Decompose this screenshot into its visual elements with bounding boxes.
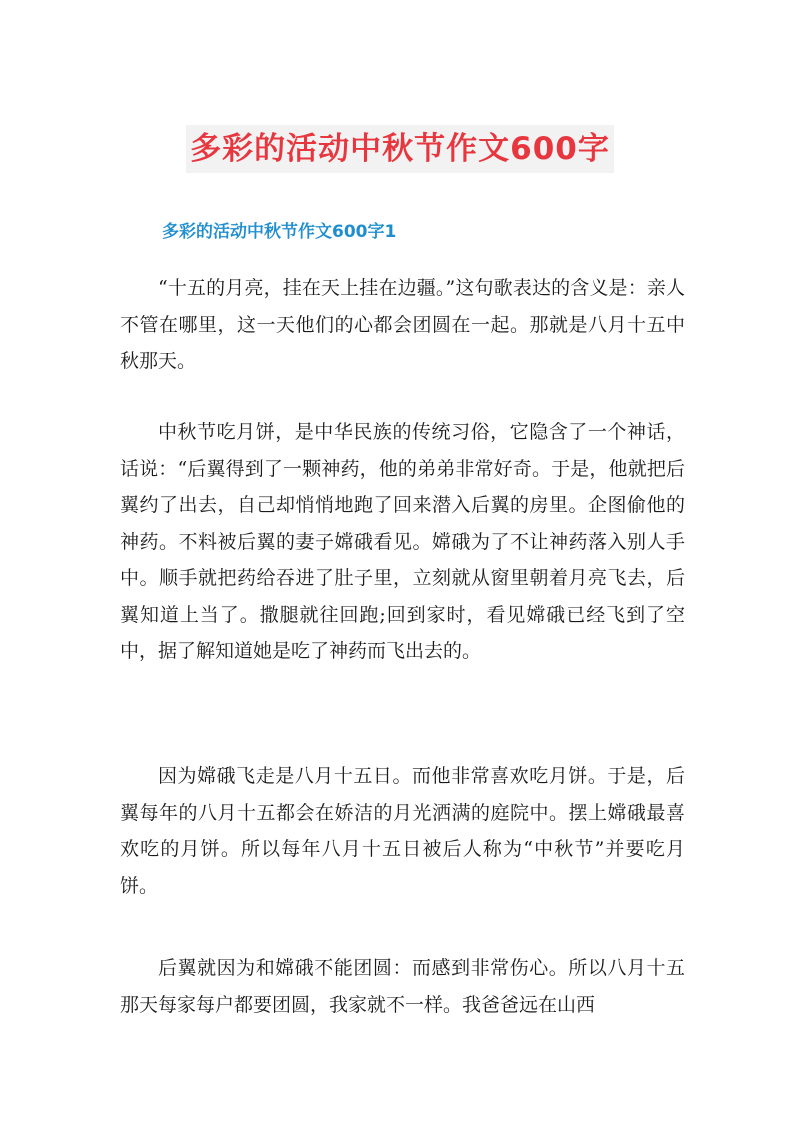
body-paragraph: 因为嫦硪飞走是八月十五日。而他非常喜欢吃月饼。于是，后翼每年的八月十五都会在娇洁的月光洒满的庭院中。摆上嫦硪最喜欢吃的月饼。所以每年八月十五日被后人称为“中秋节”并要吃月饼。 (120, 765, 685, 897)
section-heading: 多彩的活动中秋节作文600字1 (162, 222, 397, 242)
body-paragraph: 后翼就因为和嫦硪不能团圆：而感到非常伤心。所以八月十五那天每家每户都要团圆，我家就不一样。我爸爸远在山西 (120, 957, 685, 1016)
title-container (0, 104, 800, 194)
body-paragraph: 中秋节吃月饼，是中华民族的传统习俗，它隐含了一个神话，话说：“后翼得到了一颗神药，他的弟弟非常好奇。于是，他就把后翼约了出去，自己却悄悄地跑了回来潜入后翼的房里。企图偷他的神药。不料被后翼的妻子嫦硪看见。嫦硪为了不让神药落入别人手中。顺手就把药给吞进了肚子里，立刻就从窗里朝着月亮飞去，后翼知道上当了。撒腿就往回跑;回到家时，看见嫦硪已经飞到了空中，据了解知道她是吃了神药而飞出去的。 (120, 421, 685, 662)
document-title: 多彩的活动中秋节作文600字 (186, 125, 614, 173)
body-paragraph: “十五的月亮，挂在天上挂在边疆。”这句歌表达的含义是：亲人不管在哪里，这一天他们的心都会团圆在一起。那就是八月十五中秋那天。 (120, 277, 685, 372)
